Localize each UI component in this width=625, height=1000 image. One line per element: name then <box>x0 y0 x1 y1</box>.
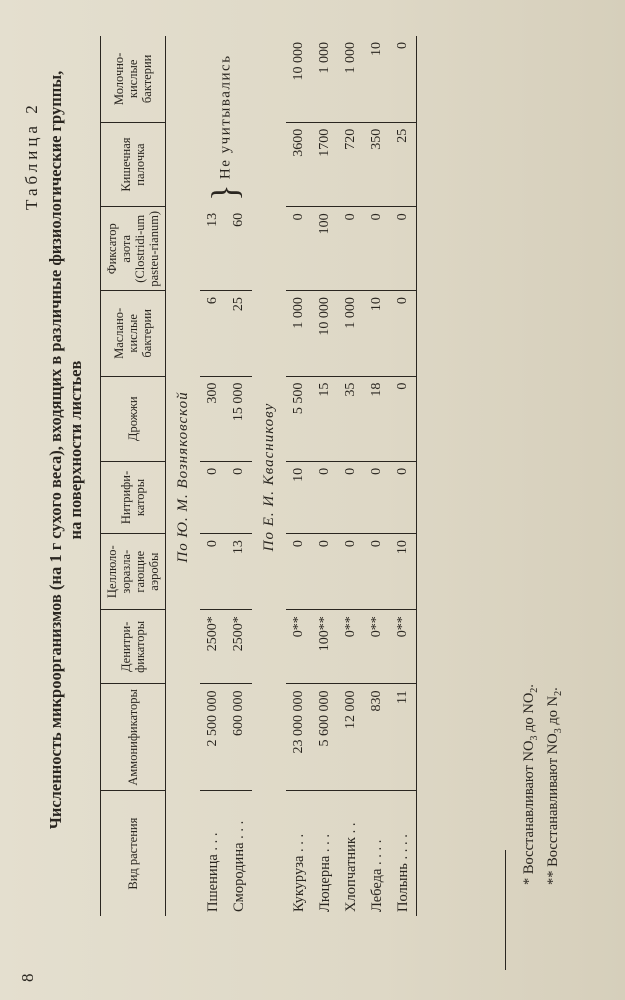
row-label: Смородина . . . <box>230 820 247 912</box>
footnote-text: до N <box>544 695 561 729</box>
cell: 10 <box>364 291 390 377</box>
col-header-cellulose: Целлюло-зоразла-гающие аэробы <box>101 534 166 610</box>
cell: 12 000 <box>338 684 364 791</box>
footnote-1 <box>520 684 544 885</box>
table-row <box>312 36 338 916</box>
col-header-butyric: Маслано-кислые бактерии <box>101 291 166 377</box>
table-row <box>286 36 312 916</box>
cell: 10 <box>390 534 417 610</box>
table-label: Таблица 2 <box>22 101 41 210</box>
cell: 2500* <box>200 610 226 684</box>
footnote-mark: ** <box>544 870 561 885</box>
cell: 0** <box>390 610 417 684</box>
cell: 0 <box>338 534 364 610</box>
col-header-ammonifiers: Аммонификаторы <box>101 684 166 791</box>
cell: 0** <box>364 610 390 684</box>
cell: 0 <box>338 461 364 533</box>
cell: 2 500 000 <box>200 684 226 791</box>
section-heading-2: По Е. И. Квасникову <box>260 402 277 552</box>
row-label: Хлопчатник . . <box>342 822 359 912</box>
not-counted-note <box>200 36 252 207</box>
cell: 0** <box>286 610 312 684</box>
cell: 10 <box>286 461 312 533</box>
cell: 1 000 <box>338 36 364 122</box>
row-label: Люцерна . . . <box>316 833 333 912</box>
subscript: 3 <box>528 735 540 741</box>
data-table <box>100 36 417 916</box>
footnote-text: Восстанавливают NO <box>544 733 561 867</box>
cell: 0 <box>286 207 312 291</box>
col-header-ecoli: Кишечная палочка <box>101 122 166 207</box>
section-heading-1: По Ю. М. Возняковской <box>174 391 191 563</box>
cell: 0 <box>390 207 417 291</box>
cell: 2500* <box>226 610 252 684</box>
cell: 0 <box>364 461 390 533</box>
cell: 35 <box>338 376 364 461</box>
cell: 18 <box>364 376 390 461</box>
cell: 0 <box>390 291 417 377</box>
cell: 13 <box>226 534 252 610</box>
cell: 1 000 <box>312 36 338 122</box>
cell: 15 000 <box>226 376 252 461</box>
footnote-text: Восстанавливают NO <box>521 740 537 875</box>
cell: 11 <box>390 684 417 791</box>
cell: 10 000 <box>312 291 338 377</box>
cell: 600 000 <box>226 684 252 791</box>
section-heading-row <box>252 36 286 916</box>
col-header-plant: Вид растения <box>101 791 166 916</box>
row-label: Кукуруза . . . <box>290 833 307 912</box>
footnote-text: . <box>544 687 561 691</box>
footnote-mark: * <box>521 877 537 885</box>
cell: 100** <box>312 610 338 684</box>
table-row <box>364 36 390 916</box>
cell: 0 <box>200 534 226 610</box>
title-line-1: Численность микроорганизмов (на 1 г сухого веса), входящих в различные физиологические группы, <box>46 70 65 830</box>
cell: 5 500 <box>286 376 312 461</box>
footnote-text: до NO <box>521 692 537 736</box>
col-header-lactic: Молочно-кислые бактерии <box>101 36 166 122</box>
cell: 25 <box>390 122 417 207</box>
cell: 0 <box>364 534 390 610</box>
cell: 0 <box>226 461 252 533</box>
footnotes <box>520 684 568 885</box>
page-number: 8 <box>18 973 37 982</box>
cell: 0 <box>312 534 338 610</box>
cell: 1700 <box>312 122 338 207</box>
cell: 0 <box>312 461 338 533</box>
cell: 5 600 000 <box>312 684 338 791</box>
cell: 0 <box>364 207 390 291</box>
cell: 350 <box>364 122 390 207</box>
cell: 1 000 <box>286 291 312 377</box>
col-header-denitrifiers: Денитри-фикаторы <box>101 610 166 684</box>
cell: 10 <box>364 36 390 122</box>
section-heading-row <box>166 36 201 916</box>
cell: 23 000 000 <box>286 684 312 791</box>
footnote-text: . <box>521 684 537 688</box>
cell: 0 <box>390 376 417 461</box>
cell: 15 <box>312 376 338 461</box>
col-header-nitrogen-fixer: Фиксатор азота (Clostridi-um pasteu-rianum) <box>101 207 166 291</box>
cell: 0 <box>200 461 226 533</box>
table-row <box>200 36 226 916</box>
cell: 100 <box>312 207 338 291</box>
cell: 13 <box>200 207 226 291</box>
cell: 0 <box>390 461 417 533</box>
row-label: Пшеница . . . <box>204 832 221 912</box>
col-header-yeast: Дрожжи <box>101 376 166 461</box>
title-line-2: на поверхности листьев <box>66 360 85 540</box>
footnote-2 <box>544 684 568 885</box>
table-row <box>338 36 364 916</box>
cell: 0 <box>338 207 364 291</box>
subscript: 2 <box>528 687 540 693</box>
footnote-divider <box>505 850 506 970</box>
subscript: 2 <box>552 690 564 696</box>
table-title <box>46 50 86 850</box>
table-row <box>390 36 417 916</box>
cell: 0 <box>390 36 417 122</box>
cell: 300 <box>200 376 226 461</box>
subscript: 3 <box>552 728 564 734</box>
cell: 0 <box>286 534 312 610</box>
row-label: Лебеда . . . . <box>368 839 385 912</box>
cell: 1 000 <box>338 291 364 377</box>
header-row <box>101 36 166 916</box>
col-header-nitrifiers: Нитрифи-каторы <box>101 461 166 533</box>
cell: 60 <box>226 207 252 291</box>
row-label: Полынь . . . . <box>390 791 417 916</box>
cell: 3600 <box>286 122 312 207</box>
cell: 6 <box>200 291 226 377</box>
not-counted-text: Не учитывались <box>217 54 234 180</box>
cell: 25 <box>226 291 252 377</box>
cell: 10 000 <box>286 36 312 122</box>
cell: 830 <box>364 684 390 791</box>
brace-symbol: } <box>205 183 246 201</box>
cell: 0** <box>338 610 364 684</box>
cell: 720 <box>338 122 364 207</box>
